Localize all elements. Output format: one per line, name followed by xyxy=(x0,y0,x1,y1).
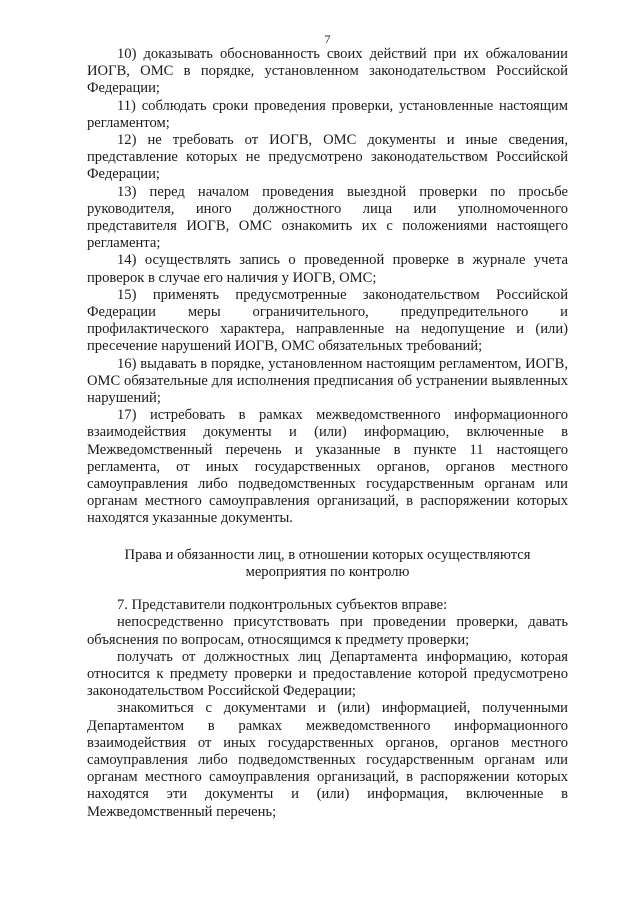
document-page xyxy=(87,0,568,905)
clause-title: 7. Представители подконтрольных субъектов вправе: xyxy=(117,597,448,614)
list-item: 15) применять предусмотренные законодательством Российской Федерации меры ограничительного, предупредительного и профилактического характера, направленные на недопущение и (или) пресечение нарушений ИОГВ, ОМС обязательных требований; xyxy=(87,286,568,355)
list-item: 16) выдавать в порядке, установленном настоящим регламентом, ИОГВ, ОМС обязательные для исполнения предписания об устранении выявленных нарушений; xyxy=(87,355,568,407)
list-item: 10) доказывать обоснованность своих действий при их обжаловании ИОГВ, ОМС в порядке, установленном законодательством Российской Федерации; xyxy=(87,46,568,97)
list-item: знакомиться с документами и (или) информацией, полученными Департаментом в рамках межведомственного информационного взаимодействия от иных государственных органов, органов местного самоуправления либо подведомственных государственным органам или органам местного самоуправления организаций, в распоряжении которых находятся эти документы и (или) информация, включенные в Межведомственный перечень; xyxy=(87,700,568,820)
document-body xyxy=(87,46,568,821)
page-number: 7 xyxy=(324,32,331,46)
section-heading xyxy=(87,547,568,581)
list-item: 17) истребовать в рамках межведомственного информационного взаимодействия документы и (или) информацию, включенные в Межведомственный перечень и указанные в пункте 11 настоящего регламента, от иных государственных органов, органов местного самоуправления либо подведомственных государственным органам или органам местного самоуправления организаций, в распоряжении которых находятся указанные документы. xyxy=(87,407,568,527)
section-heading-line: Права и обязанности лиц, в отношении которых осуществляются xyxy=(124,546,531,563)
list-item: 13) перед началом проведения выездной проверки по просьбе руководителя, иного должностного лица или уполномоченного представителя ИОГВ, ОМС ознакомить их с положениями настоящего регламента; xyxy=(87,183,568,252)
list-item: 11) соблюдать сроки проведения проверки, установленные настоящим регламентом; xyxy=(87,97,568,131)
list-item: 12) не требовать от ИОГВ, ОМС документы и иные сведения, представление которых не предусмотрено законодательством Российской Федерации; xyxy=(87,132,568,183)
list-item: 14) осуществлять запись о проведенной проверке в журнале учета проверок в случае его наличия у ИОГВ, ОМС; xyxy=(87,252,568,286)
list-item: получать от должностных лиц Департамента информацию, которая относится к предмету проверки и предоставление которой предусмотрено законодательством Российской Федерации; xyxy=(87,648,568,700)
list-item: непосредственно присутствовать при проведении проверки, давать объяснения по вопросам, относящимся к предмету проверки; xyxy=(87,614,568,648)
section-heading-line: мероприятия по контролю xyxy=(245,563,410,580)
